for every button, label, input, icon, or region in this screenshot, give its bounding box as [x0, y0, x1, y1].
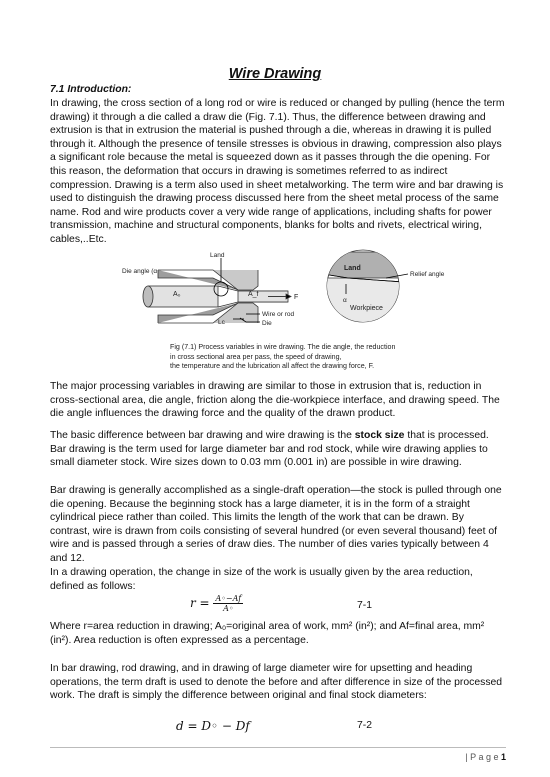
label-alpha: α — [343, 297, 347, 304]
eq1-numerator: A◦−Af — [215, 594, 242, 603]
footer-page-number: 1 — [500, 752, 506, 762]
eq1-denominator: A◦ — [223, 604, 234, 613]
equation-area-reduction — [190, 594, 243, 613]
label-land-top: Land — [210, 252, 225, 259]
where-paragraph: Where r=area reduction in drawing; A₀=original area of work, mm² (in²); and Af=final area, mm² (in²). Area reduction is often expressed as a percentage. — [50, 621, 485, 646]
label-af: A_f — [248, 291, 259, 298]
label-relief-angle: Relief angle — [410, 271, 445, 278]
label-wire-or-rod: Wire or rod — [262, 311, 295, 318]
eq1-lhs: r = — [190, 596, 210, 610]
footer-separator: | — [465, 752, 468, 762]
footer-divider — [50, 747, 506, 748]
page-number — [465, 752, 506, 762]
reduction-paragraph: In a drawing operation, the change in size of the work is usually given by the area reduction, defined as follows: — [50, 567, 473, 592]
caption-line: the temperature and the lubrication all affect the drawing force, F. — [170, 362, 375, 371]
label-die: Die — [262, 320, 272, 327]
intro-paragraph: In drawing, the cross section of a long rod or wire is reduced or changed by pulling (hence the term drawing) it through a die called a draw die (Fig. 7.1). Thus, the difference between drawing and extrusion is that in extrusion the material is pushed through a die, whereas in drawing it is pulled through it. Although the presence of tensile stresses is obvious in drawing, compression also plays a significant role because the metal is squeezed down as it passes through the die opening. For this reason, the deformation that occurs in drawing is sometimes referred to as indirect compression. Drawing is a term also used in sheet metalworking. The term wire and bar drawing is used to distinguish the drawing process discussed here from the sheet metal process of the same name. Rod and wire products cover a very wide range of applications, including shafts for power transmission, machine and structural components, blanks for bolts and rivets, electrical wiring, cables,..Etc. — [50, 98, 505, 245]
equation-number-7-2: 7-2 — [357, 720, 373, 731]
label-die-angle: Die angle (α — [122, 268, 158, 275]
footer-page-word: P a g e — [470, 752, 499, 762]
bar-drawing-paragraph: Bar drawing is generally accomplished as a single-draft operation—the stock is pulled through one die opening. Because the beginning stock has a large diameter, it is in the form of a straight cylindrical piece rather than coiled. This limits the length of the work that can be drawn. By contrast, wire is drawn from coils consisting of several hundred (or even several thousand) feet of wire and is passed through a series of draw dies. The number of dies varies typically between 4 and 12. — [50, 485, 502, 564]
stock-text-before: The basic difference between bar drawing and wire drawing is the — [50, 430, 355, 441]
label-workpiece: Workpiece — [350, 305, 383, 312]
stock-size-term: stock size — [354, 430, 405, 441]
label-a0: A₀ — [173, 291, 181, 298]
land-detail-diagram — [323, 250, 408, 328]
draft-paragraph: In bar drawing, rod drawing, and in drawing of large diameter wire for upsetting and heading operations, the term draft is used to denote the before and after difference in size of the processed work. The draft is simply the difference between original and final stock diameters: — [50, 663, 503, 702]
label-lc: Lc — [218, 319, 225, 326]
figure-caption — [170, 343, 430, 372]
page-title: Wire Drawing — [228, 66, 322, 82]
section-heading: 7.1 Introduction: — [50, 84, 132, 95]
label-force: F — [294, 294, 299, 301]
eq1-fraction — [213, 594, 243, 613]
stock-text-after: that is processed. Bar drawing is the term used for large diameter bar and rod stock, while wire drawing applies to small diameter stock. Wire sizes down to 0.03 mm (0.001 in) are possible in wire drawing. — [50, 430, 489, 469]
caption-line: Fig (7.1) Process variables in wire drawing. The die angle, the reduction — [170, 343, 396, 351]
variables-paragraph: The major processing variables in drawing are similar to those in extrusion that is, reduction in cross-sectional area, die angle, friction along the die-workpiece interface, and drawing speed. The die angle influences the drawing force and the quality of the drawn product. — [50, 381, 500, 420]
equation-draft: d = D◦ − Df — [176, 719, 250, 733]
stock-size-paragraph — [50, 429, 506, 470]
label-land-right: Land — [344, 265, 361, 272]
caption-line: in cross sectional area per pass, the speed of drawing, — [170, 352, 342, 361]
equation-number-7-1: 7-1 — [357, 600, 373, 611]
